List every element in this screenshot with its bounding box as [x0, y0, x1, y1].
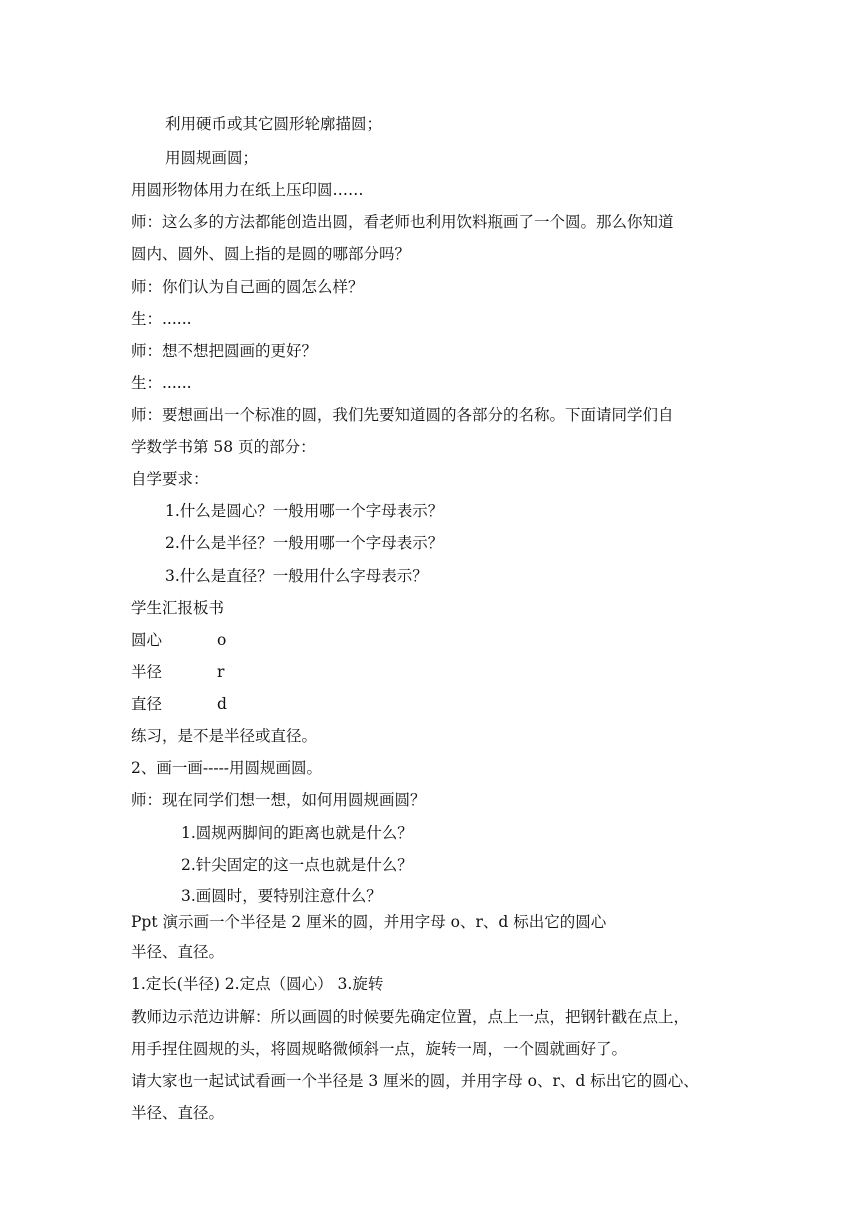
- text-line: 自学要求：: [131, 470, 209, 488]
- text-line: 圆内、圆外、圆上指的是圆的哪部分吗？: [131, 245, 411, 263]
- text-line: 教师边示范边讲解：所以画圆的时候要先确定位置，点上一点，把钢针戳在点上，: [131, 1008, 690, 1026]
- board-term: 直径: [131, 695, 163, 713]
- board-term: 半径: [131, 663, 163, 681]
- text-line: 1.定长(半径) 2.定点（圆心） 3.旋转: [131, 975, 384, 993]
- question-item: 2.针尖固定的这一点也就是什么？: [181, 856, 413, 874]
- board-letter: r: [217, 663, 225, 681]
- text-line: 请大家也一起试试看画一个半径是 3 厘米的圆，并用字母 o、r、d 标出它的圆心、: [131, 1072, 699, 1090]
- text-line: 学数学书第 58 页的部分：: [131, 438, 316, 456]
- text-line: 学生汇报板书: [131, 599, 225, 617]
- board-row: [131, 694, 227, 714]
- text-line: 生：......: [131, 310, 192, 328]
- text-line: 师：要想画出一个标准的圆，我们先要知道圆的各部分的名称。下面请同学们自: [131, 406, 674, 424]
- text-line: 半径、直径。: [131, 1104, 225, 1122]
- text-line: 师：现在同学们想一想，如何用圆规画圆？: [131, 791, 426, 809]
- text-line: 用圆形物体用力在纸上压印圆……: [131, 181, 364, 199]
- board-term: 圆心: [131, 631, 163, 649]
- question-item: 1.圆规两脚间的距离也就是什么？: [181, 824, 413, 842]
- text-line: 用圆规画圆；: [165, 149, 259, 167]
- board-letter: o: [217, 631, 227, 649]
- requirement-item: 2.什么是半径？一般用哪一个字母表示？: [165, 534, 444, 552]
- text-line: 师：想不想把圆画的更好？: [131, 342, 318, 360]
- board-row: [131, 662, 224, 682]
- question-item: 3.画圆时，要特别注意什么？: [181, 887, 382, 905]
- text-line: 2、画一画-----用圆规画圆。: [131, 759, 323, 777]
- text-line: 师：这么多的方法都能创造出圆，看老师也利用饮料瓶画了一个圆。那么你知道: [131, 213, 674, 231]
- text-line: 半径、直径。: [131, 943, 225, 961]
- text-line: 用手捏住圆规的头，将圆规略微倾斜一点，旋转一周，一个圆就画好了。: [131, 1040, 628, 1058]
- text-line: 师：你们认为自己画的圆怎么样？: [131, 278, 364, 296]
- board-letter: d: [217, 695, 227, 713]
- board-row: [131, 630, 226, 650]
- text-line: 练习，是不是半径或直径。: [131, 727, 318, 745]
- text-line: 利用硬币或其它圆形轮廓描圆；: [165, 115, 383, 133]
- requirement-item: 1.什么是圆心？一般用哪一个字母表示？: [165, 502, 444, 520]
- text-line: Ppt 演示画一个半径是 2 厘米的圆，并用字母 o、r、d 标出它的圆心: [131, 913, 607, 931]
- requirement-item: 3.什么是直径？一般用什么字母表示？: [165, 567, 428, 585]
- text-line: 生：......: [131, 374, 192, 392]
